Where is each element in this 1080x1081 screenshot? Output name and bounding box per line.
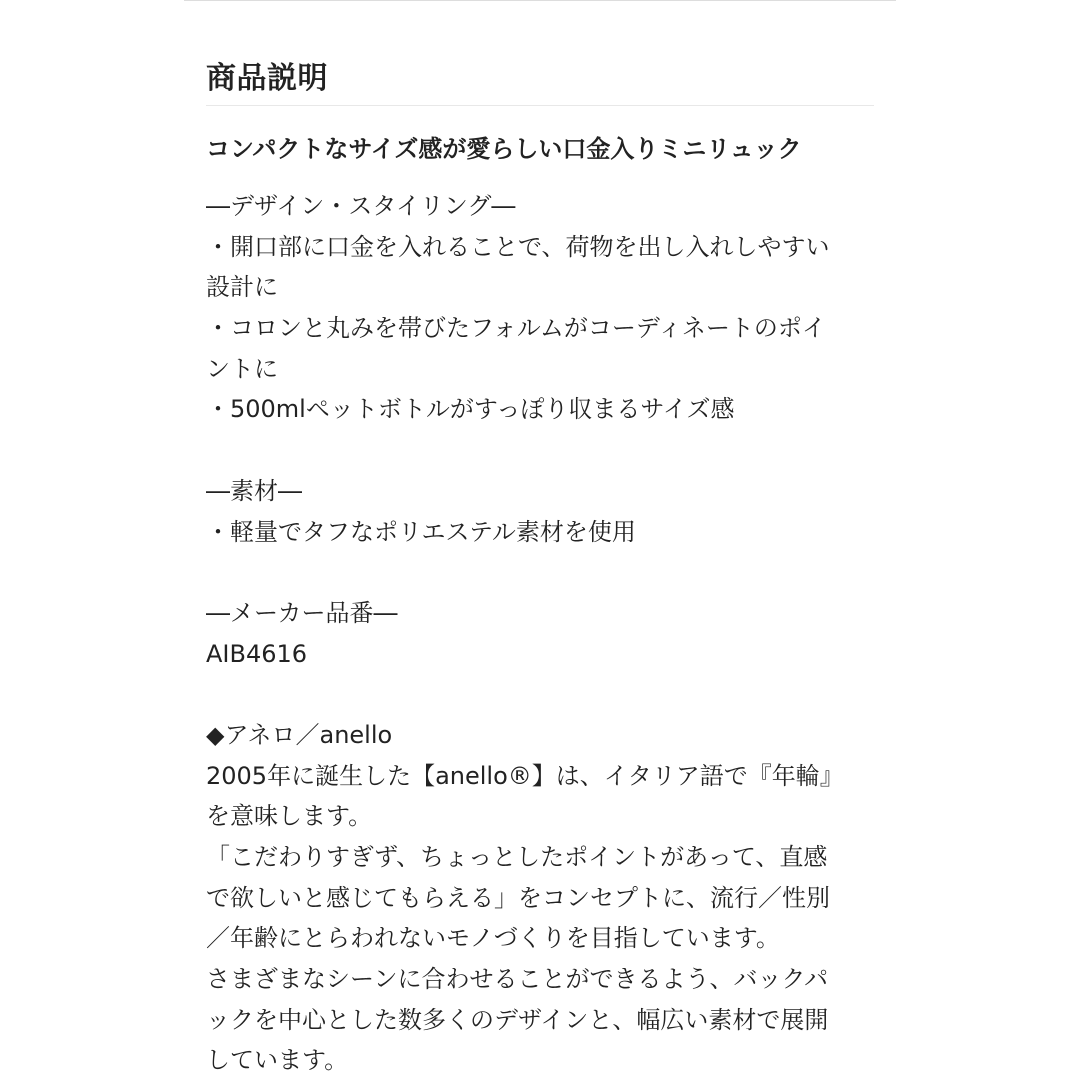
description-line: ―素材― <box>206 476 302 505</box>
description-line: を意味します。 <box>206 802 373 831</box>
description-line: ―デザイン・スタイリング― <box>206 192 516 220</box>
product-description-panel <box>184 0 896 1080</box>
title-divider <box>206 105 874 106</box>
description-line: 「こだわりすぎず、ちょっとしたポイントがあって、直感 <box>206 843 828 871</box>
description-body <box>206 186 872 1081</box>
description-line: ・500mlペットボトルがすっぽり収まるサイズ感 <box>206 395 735 424</box>
description-line: で欲しいと感じてもらえる」をコンセプトに、流行／性別 <box>206 883 830 912</box>
description-line: ントに <box>206 354 278 383</box>
description-line: 設計に <box>206 273 278 302</box>
description-line: 2005年に誕生した【anello®】は、イタリア語で『年輪』 <box>206 761 844 790</box>
description-line: ◆アネロ／anello <box>206 720 393 749</box>
description-line: ・コロンと丸みを帯びたフォルムがコーディネートのポイ <box>206 314 826 343</box>
description-line <box>206 552 872 593</box>
description-line <box>206 674 872 715</box>
description-line: ・軽量でタフなポリエステル素材を使用 <box>206 517 636 546</box>
description-line: ―メーカー品番― <box>206 598 398 627</box>
description-line: さまざまなシーンに合わせることができるよう、バックパ <box>206 965 829 994</box>
description-line <box>206 430 872 471</box>
description-lead: コンパクトなサイズ感が愛らしい口金入りミニリュック <box>206 135 802 163</box>
description-line: ・開口部に口金を入れることで、荷物を出し入れしやすい <box>206 232 830 261</box>
description-line: ックを中心とした数多くのデザインと、幅広い素材で展開 <box>206 1005 829 1034</box>
description-line: ／年齢にとらわれないモノづくりを目指しています。 <box>206 924 780 953</box>
description-line: しています。 <box>206 1046 349 1075</box>
description-line: AIB4616 <box>206 639 308 668</box>
section-title: 商品説明 <box>206 61 328 96</box>
